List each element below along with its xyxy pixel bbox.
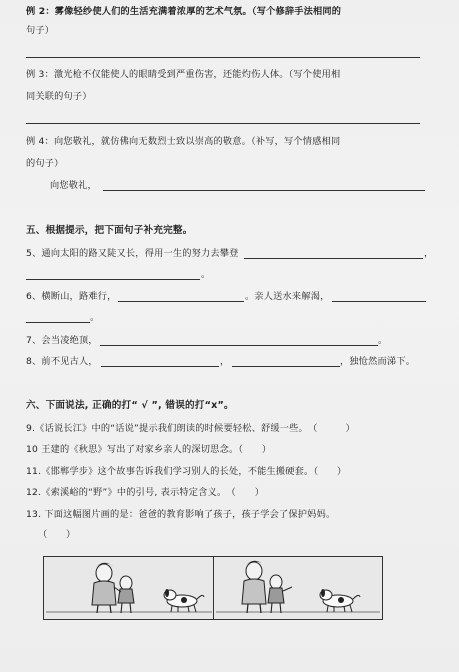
example-3-line1: 例 3：激光枪不仅能使人的眼睛受到严重伤害，还能灼伤人体。（写个使用相 <box>26 69 341 80</box>
question-7-end: 。 <box>378 335 388 346</box>
example-4-line1: 例 4：向您敬礼，就仿佛向无数烈士致以崇高的敬意。（补写，写个情感相同 <box>26 136 341 147</box>
question-5-comma: ， <box>424 248 434 259</box>
question-11: 11.《邯郸学步》这个故事告诉我们学习别人的长处，不能生搬硬套。（ ） <box>26 466 347 477</box>
blank-6a[interactable] <box>118 301 244 302</box>
blank-5a[interactable] <box>244 258 423 259</box>
blank-6b[interactable] <box>332 301 426 302</box>
answer-line-ex2[interactable] <box>26 57 420 58</box>
section-6-title: 六、下面说法, 正确的打“ √ ”, 错误的打“x”。 <box>26 400 234 411</box>
question-8-part1: 8、前不见古人， <box>26 356 98 367</box>
question-10: 10 王建的《秋思》写出了对家乡亲人的深切思念。（ ） <box>26 444 272 455</box>
question-6-part2: 。亲人送水来解渴， <box>245 291 330 302</box>
example-2-line2: 句子） <box>26 25 55 36</box>
blank-6c[interactable] <box>26 322 90 323</box>
question-7: 7、会当凌绝顶， <box>26 335 98 346</box>
cartoon-left-illustration <box>44 557 214 619</box>
question-8-part3: ，独怆然而涕下。 <box>340 356 416 367</box>
example-2-line1: 例 2：雾像轻纱使人们的生活充满着浓厚的艺术气氛。（写个修辞手法相同的 <box>26 6 342 17</box>
blank-8b[interactable] <box>232 366 340 367</box>
cartoon-right-illustration <box>214 557 382 619</box>
question-5: 5、通向太阳的路又陡又长，得用一生的努力去攀登 <box>26 248 239 259</box>
example-4-line2: 的句子） <box>26 158 64 169</box>
answer-line-ex3[interactable] <box>26 123 420 124</box>
question-8-part2: ， <box>220 356 230 367</box>
cartoon-panel-right <box>213 556 383 620</box>
question-9: 9.《话说长江》中的“话说”提示我们朗读的时候要轻松、舒缓一些。 （ ） <box>26 423 356 434</box>
blank-7[interactable] <box>100 345 378 346</box>
question-6-end: 。 <box>90 312 100 323</box>
answer-line-ex4[interactable] <box>103 190 425 191</box>
question-12: 12.《索溪峪的“野”》中的引号, 表示特定含义。 （ ） <box>26 487 265 498</box>
question-5-end: 。 <box>201 269 211 280</box>
question-6-part1: 6、横断山，路难行， <box>26 291 117 302</box>
section-5-title: 五、根据提示，把下面句子补充完整。 <box>26 225 193 236</box>
blank-5b[interactable] <box>26 279 200 280</box>
blank-8a[interactable] <box>101 366 219 367</box>
question-13: 13. 下面这幅图片画的是：爸爸的教育影响了孩子，孩子学会了保护妈妈。 <box>26 509 336 520</box>
example-4-prompt: 向您敬礼， <box>50 180 97 191</box>
cartoon-panel-left <box>43 556 215 620</box>
example-3-line2: 同关联的句子） <box>26 91 92 102</box>
question-13-paren: （ ） <box>38 529 76 540</box>
